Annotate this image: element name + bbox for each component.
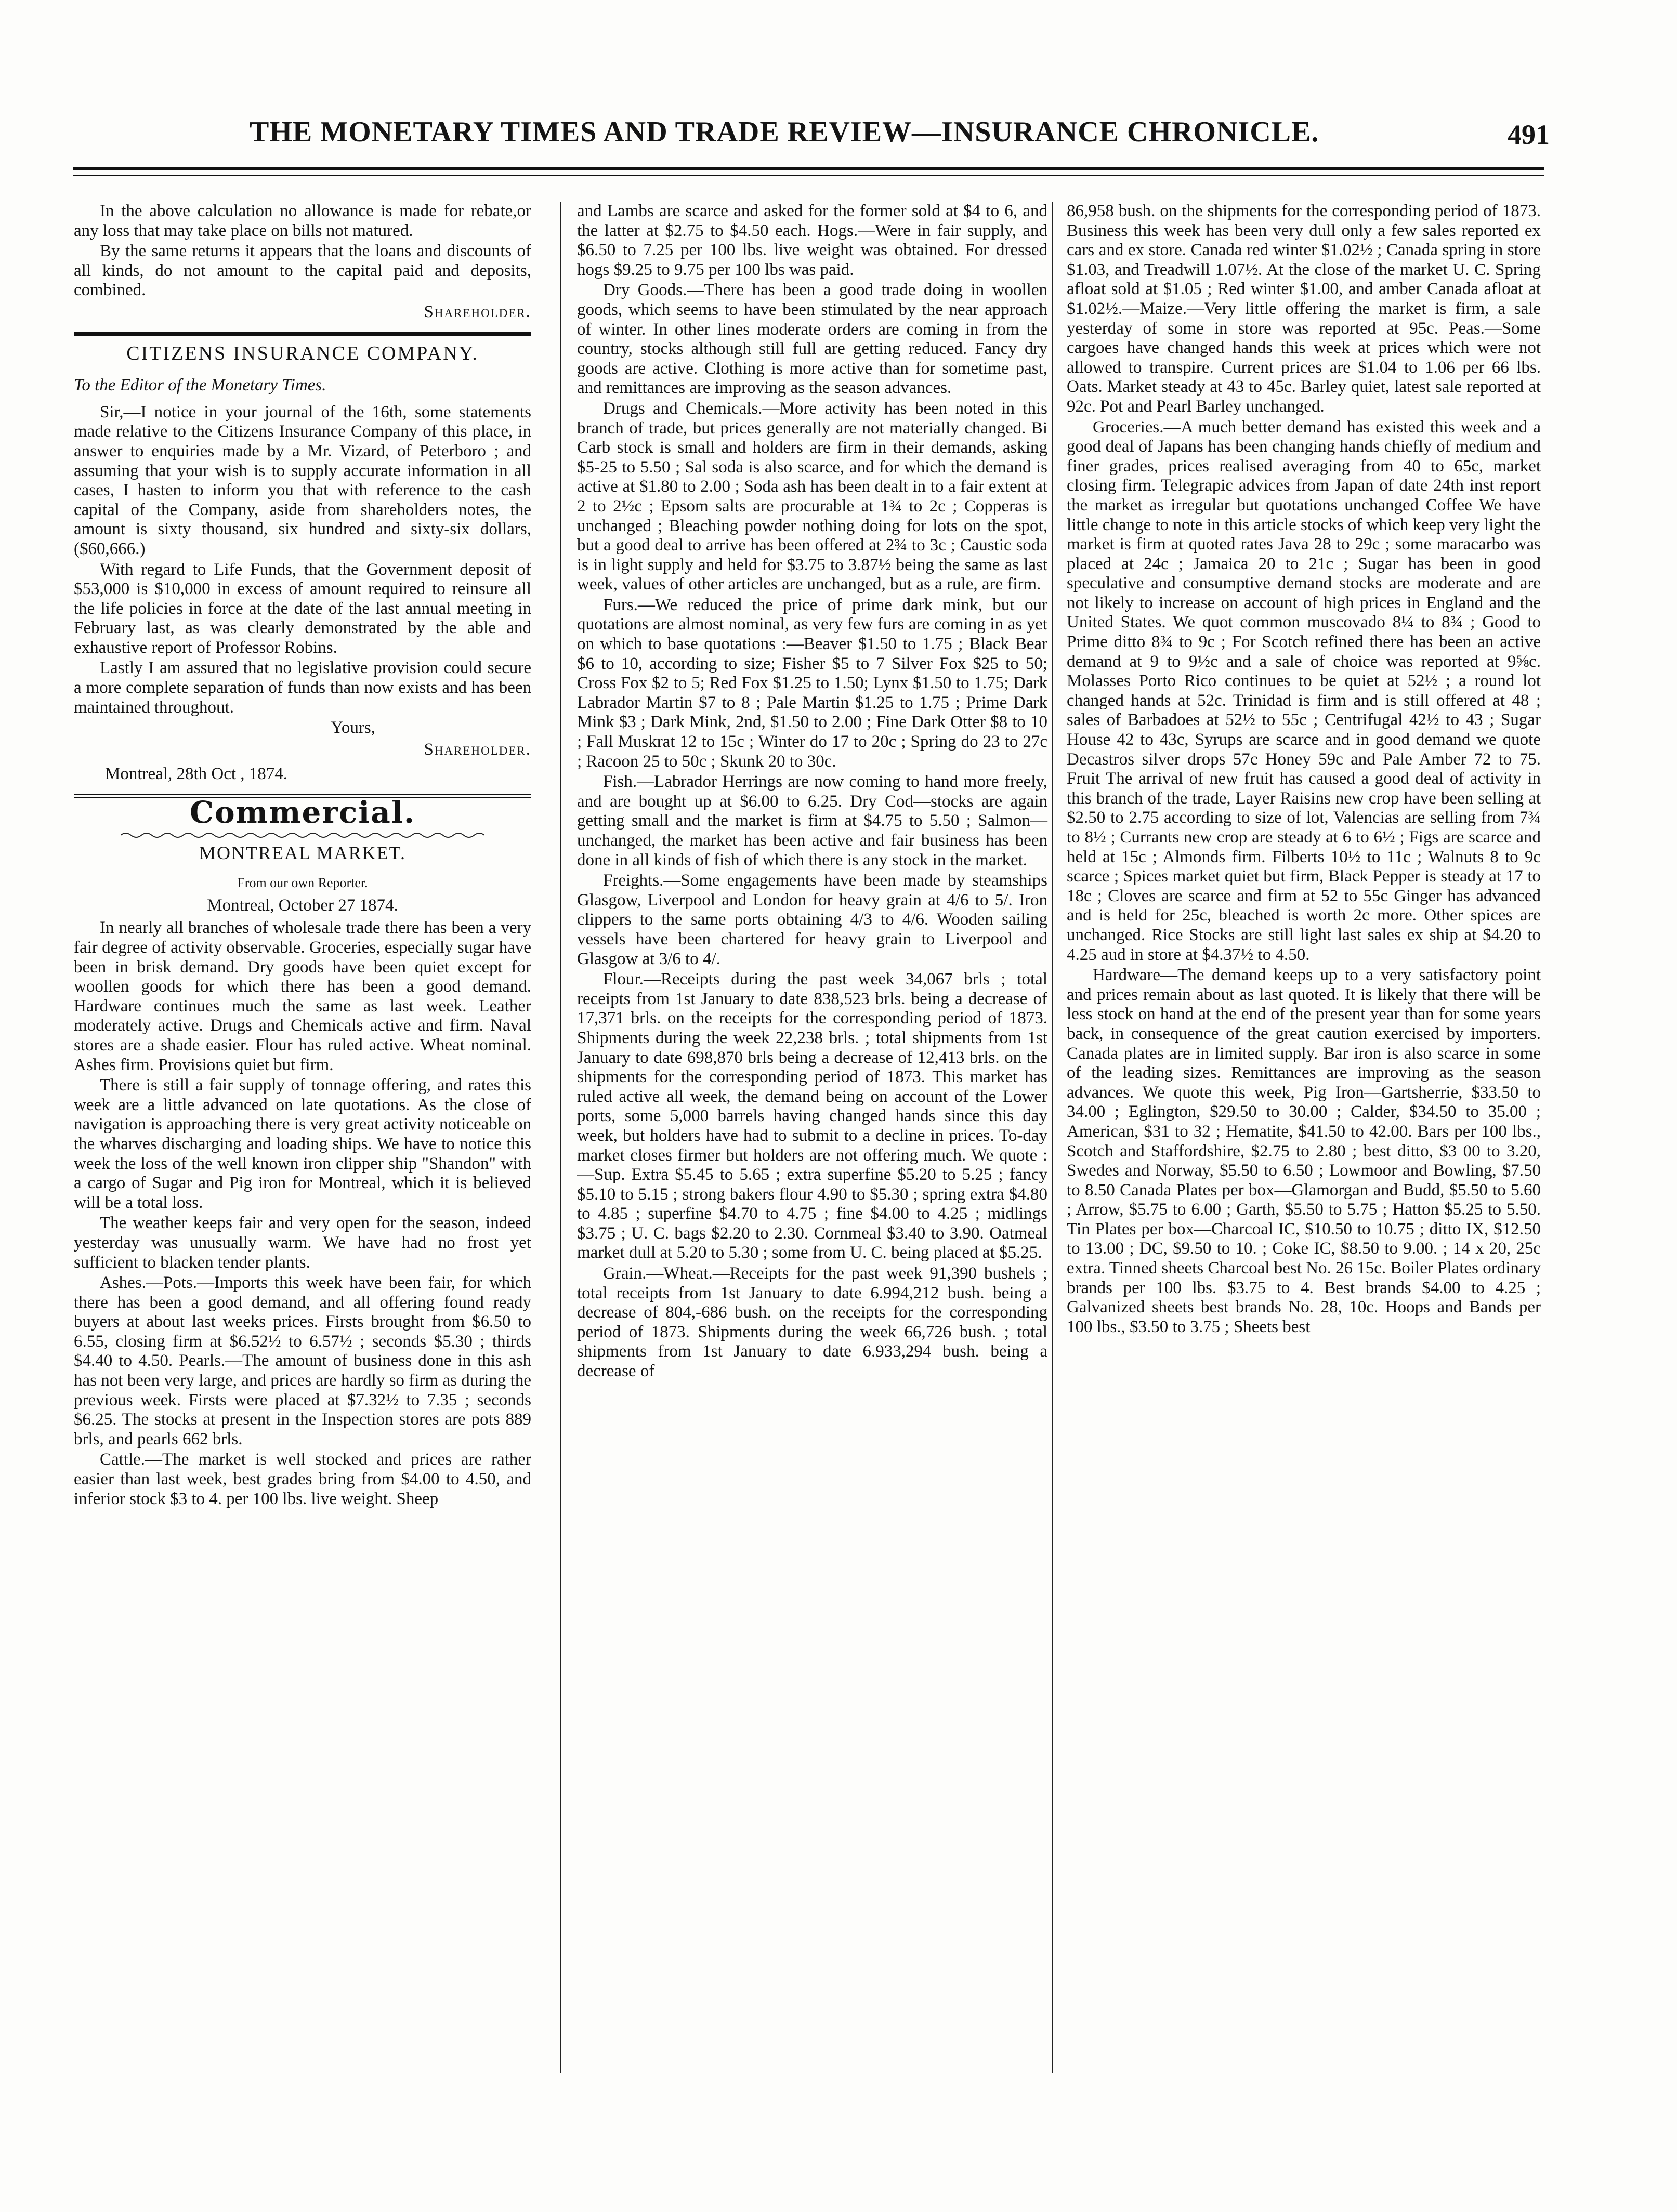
montreal-market-heading: MONTREAL MARKET. <box>199 842 406 863</box>
hardware-paragraph: Hardware—The demand keeps up to a very satisfactory point and prices remain about as last quoted. It is likely that there will be less stock on hand at the end of the present year than for some years back, in consequence of the great caution exercised by importers. Canada plates are in limited supply. Bar iron is also scarce in some of the leading sizes. Remittances are improving as the season advances. We quote this week, Pig Iron—Gartsherrie, $33.50 to 34.00 ; Eglington, $29.50 to 30.00 ; Calder, $34.50 to 35.00 ; American, $31 to 32 ; Hematite, $41.50 to 42.00. Bars per 100 lbs., Scotch and Staffordshire, $2.75 to 2.80 ; best ditto, $3 00 to 3.20, Swedes and Norway, $5.50 to 6.50 ; Lowmoor and Bowling, $7.50 to 8.50 Canada Plates per box—Glamorgan and Budd, $5.50 to 5.60 ; Arrow, $5.75 to 6.00 ; Garth, $5.50 to 5.75 ; Hatton $5.25 to 5.50. Tin Plates per box—Charcoal IC, $10.50 to 10.75 ; ditto IX, $12.50 to 13.00 ; DC, $9.50 to 10. ; Coke IC, $8.50 to 9.00. ; 14 x 20, 25c extra. Tinned sheets Charcoal best No. 26 15c. Boiler Plates ordinary brands per 100 lbs. $3.75 to 4. Best brands $4.00 to 4.25 ; Galvanized sheets best brands No. 28, 10c. Hoops and Bands per 100 lbs., $3.50 to 3.75 ; Sheets best <box>1067 966 1541 1336</box>
signature-shareholder-2: Shareholder. <box>424 740 531 759</box>
groceries-paragraph: Groceries.—A much better demand has existed this week and a good deal of Japans has been changing hands chiefly of medium and finer grades, prices realised averaging from 40 to 65c, market closing firm. Telegrapic advices from Japan of date 24th inst report the market as irregular but quotations unchanged Coffee We have little change to note in this article stocks of which keep very light the market is firm at quoted rates Java 28 to 29c ; some maracarbo was placed at 24c ; Jamaica 20 to 21c ; Sugar has been in good speculative and consumptive demand stocks are moderate and are not likely to increase on account of high prices in England and the United States. We quot common muscovado 8¼ to 8¾ ; Good to Prime ditto 8¾ to 9c ; For Scotch refined there has been an active demand at 9 to 9½c and a sale of choice was reported at 9⅝c. Molasses Porto Rico continues to be quiet at 52½ ; a round lot changed hands at 52c. Trinidad is firm and is still offered at 48 ; sales of Barbadoes at 52½ to 55c ; Centrifugal 42½ to 43 ; Sugar House 42 to 43c, Syrups are scarce and in good demand we quote Decastros silver drops 57c Honey 59c and Pale Amber 72 to 75. Fruit The arrival of new fruit has caused a good deal of activity in this branch of the trade, Layer Raisins new crop have been selling at $2.50 to 2.75 according to size of lot, Valencias are selling from 7¾ to 8½ ; Currants new crop are steady at 6 to 6½ ; Figs are scarce and held at 15c ; Almonds firm. Filberts 10½ to 11c ; Walnuts 8 to 9c scarce ; Spices market quiet but firm, Black Pepper is steady at 17 to 18c ; Cloves are scarce and firm at 52 to 55c Ginger has advanced and is held for 25c, bleached is worth 2c more. Other spices are unchanged. Rice Stocks are still light last sales ex ship at $4.20 to 4.25 aud in store at $4.37½ to 4.50. <box>1067 417 1541 964</box>
column-1 <box>74 202 531 2182</box>
market-paragraph-1: In nearly all branches of wholesale trade there has been a very fair degree of activity observable. Groceries, especially sugar have been in brisk demand. Dry goods have been quiet except for woollen goods for which there has been a good demand. Hardware continues much the same as last week. Leather moderately active. Drugs and Chemicals active and firm. Naval stores are a shade easier. Flour has ruled active. Wheat nominal. Ashes firm. Provisions quiet but firm. <box>74 918 531 1074</box>
market-paragraph-2: There is still a fair supply of tonnage offering, and rates this week are a little advanced on late quotations. As the close of navigation is approaching there is very great activity noticeable on the wharves discharging and loading ships. We have to notice this week the loss of the well known iron clipper ship "Shandon" with a cargo of Sugar and Pig iron for Montreal, which it is believed will be a total loss. <box>74 1076 531 1212</box>
letter-paragraph-1: Sir,—I notice in your journal of the 16th, some statements made relative to the Citizens Insurance Company of this place, in answer to enquiries made by a Mr. Vizard, of Peterboro ; and assuming that your wish is to supply accurate information in all cases, I hasten to inform you that with reference to the cash capital of the Company, aside from shareholders notes, the amount is sixty thousand, six hundred and sixty-six dollars, ($60,666.) <box>74 402 531 558</box>
paragraph-calculation: In the above calculation no allowance is made for rebate,or any loss that may take place on bills not matured. <box>74 202 531 240</box>
editor-salutation: To the Editor of the Monetary Times. <box>74 376 326 395</box>
market-paragraph-3: The weather keeps fair and very open for the season, indeed yesterday was unusually warm. We have had no frost yet sufficient to blacken tender plants. <box>74 1214 531 1272</box>
ashes-paragraph: Ashes.—Pots.—Imports this week have been fair, for which there has been a good demand, and all offering found ready buyers at about last weeks prices. Firsts brought from $6.50 to 6.55, closing firm at $6.52½ to 6.57½ ; seconds $5.30 ; thirds $4.40 to 4.50. Pearls.—The amount of business done in this ash has not been very large, and prices are hardly so firm as during the previous week. Firsts were placed at $7.32½ to 7.35 ; seconds $6.25. The stocks at present in the Inspection stores are pots 889 brls, and pearls 662 brls. <box>74 1273 531 1449</box>
letter-closing: Yours, <box>331 718 375 738</box>
section-divider <box>74 332 531 336</box>
fish-paragraph: Fish.—Labrador Herrings are now coming to hand more freely, and are bought up at $6.00 to 6.25. Dry Cod—stocks are again getting small and the market is firm at $4.75 to 5.50 ; Salmon—unchanged, the market has been active and fair business has been done in all kinds of fish of which there is any stock in the market. <box>577 772 1047 870</box>
citizens-insurance-heading: CITIZENS INSURANCE COMPANY. <box>126 342 479 364</box>
signature-shareholder: Shareholder. <box>424 302 531 321</box>
dry-goods-paragraph: Dry Goods.—There has been a good trade doing in woollen goods, which seems to have been stimulated by the near approach of winter. In other lines moderate orders are coming in from the country, stocks although still full are getting reduced. Fancy dry goods are active. Clothing is more active than for sometime past, and remittances are improving as the season advances. <box>577 281 1047 398</box>
flour-paragraph: Flour.—Receipts during the past week 34,067 brls ; total receipts from 1st January to date 838,523 brls. being a decrease of 17,371 brls. on the receipts for the corresponding period of 1873. Shipments during the week 22,238 brls. ; total shipments from 1st January to date 698,870 brls being a decrease of 12,413 brls. on the shipments for the corresponding period of 1873. This market has ruled active all week, the demand being on account of the Lower ports, some 5,000 barrels having changed hands since this day week, but holders have had to submit to a decline in prices. To-day market closes firmer but holders are not offering much. We quote :—Sup. Extra $5.45 to 5.65 ; extra superfine $5.20 to 5.25 ; fancy $5.10 to 5.15 ; strong bakers flour 4.90 to $5.30 ; spring extra $4.80 to 4.85 ; superfine $4.70 to 4.75 ; fine $4.00 to 4.25 ; midlings $3.75 ; U. C. bags $2.20 to 2.30. Cornmeal $3.40 to 3.90. Oatmeal market dull at 5.20 to 5.30 ; some from U. C. being placed at $5.25. <box>577 970 1047 1262</box>
decorative-wavy-rule <box>74 825 531 834</box>
market-dateline: Montreal, October 27 1874. <box>207 896 398 915</box>
letter-paragraph-2: With regard to Life Funds, that the Government deposit of $53,000 is $10,000 in excess of amount required to reinsure all the life policies in force at the date of the last annual meeting in February last, as was clearly demonstrated by the able and exhaustive report of Professor Robins. <box>74 560 531 657</box>
lambs-hogs-paragraph: and Lambs are scarce and asked for the former sold at $4 to 6, and the latter at $2.75 to $4.50 each. Hogs.—Were in fair supply, and $6.50 to 7.25 per 100 lbs. live weight was obtained. For dressed hogs $9.25 to 9.75 per 100 lbs was paid. <box>577 202 1047 279</box>
letter-place-date: Montreal, 28th Oct , 1874. <box>105 765 288 784</box>
letter-paragraph-3: Lastly I am assured that no legislative provision could secure a more complete separation of funds than now exists and has been maintained throughout. <box>74 659 531 717</box>
furs-paragraph: Furs.—We reduced the price of prime dark mink, but our quotations are almost nominal, as very few furs are coming in as yet on which to base quotations :—Beaver $1.50 to 1.75 ; Black Bear $6 to 10, according to size; Fisher $5 to 7 Silver Fox $25 to 50; Cross Fox $2 to 5; Red Fox $1.25 to 1.50; Lynx $1.50 to 1.75; Dark Labrador Martin $7 to 8 ; Pale Martin $1.25 to 1.75 ; Prime Dark Mink $3 ; Dark Mink, 2nd, $1.50 to 2.00 ; Fine Dark Otter $8 to 10 ; Fall Muskrat 12 to 15c ; Winter do 17 to 20c ; Spring do 23 to 27c ; Racoon 25 to 50c ; Skunk 20 to 30c. <box>577 595 1047 771</box>
drugs-chemicals-paragraph: Drugs and Chemicals.—More activity has been noted in this branch of trade, but prices generally are not materially changed. Bi Carb stock is small and holders are firm in their demands, asking $5-25 to 5.50 ; Sal soda is also scarce, and for which the demand is active at $1.80 to 2.00 ; Soda ash has been dealt in to a fair extent at 2 to 2½c ; Epsom salts are procurable at 1¾ to 2c ; Copperas is unchanged ; Bleaching powder nothing doing for lots on the spot, but a good deal to arrive has been offered at 2¾ to 3c ; Caustic soda is in light supply and held for $3.75 to 3.87½ being the same as last week, values of other articles are unchanged, but as a rule, are firm. <box>577 399 1047 594</box>
column-2 <box>577 202 1047 2182</box>
reporter-byline: From our own Reporter. <box>237 875 368 891</box>
page-number: 491 <box>1508 119 1550 150</box>
paragraph-returns: By the same returns it appears that the loans and discounts of all kinds, do not amount to the capital paid and deposits, combined. <box>74 242 531 300</box>
column-divider-1 <box>560 202 561 2073</box>
header-rule-thick <box>73 167 1544 170</box>
freights-paragraph: Freights.—Some engagements have been made by steamships Glasgow, Liverpool and London for heavy grain at 4/6 to 5/. Iron clippers to the same ports obtaining 4/3 to 4/6. Wooden sailing vessels have been chartered for heavy grain to Liverpool and Glasgow at 3/6 to 4/. <box>577 871 1047 968</box>
page-header-title: THE MONETARY TIMES AND TRADE REVIEW—INSURANCE CHRONICLE. <box>250 116 1319 148</box>
grain-continued-paragraph: 86,958 bush. on the shipments for the corresponding period of 1873. Business this week has been very dull only a few sales reported ex cars and ex store. Canada red winter $1.02½ ; Canada spring in store $1.03, and Treadwill 1.07½. At the close of the market U. C. Spring afloat sold at $1.05 ; Red winter $1.00, and amber Canada afloat at $1.02½.—Maize.—Very little offering the market is firm, a sale yesterday of some in store was reported at 95c. Peas.—Some cargoes have changed hands this week at prices which were not allowed to transpire. Current prices are $1.04 to 1.06 per 66 lbs. Oats. Market steady at 43 to 45c. Barley quiet, latest sale reported at 92c. Pot and Pearl Barley unchanged. <box>1067 202 1541 416</box>
cattle-paragraph: Cattle.—The market is well stocked and prices are rather easier than last week, best grades bring from $4.00 to 4.50, and inferior stock $3 to 4. per 100 lbs. live weight. Sheep <box>74 1450 531 1508</box>
grain-wheat-paragraph: Grain.—Wheat.—Receipts for the past week 91,390 bushels ; total receipts from 1st January to date 6.994,212 bush. being a decrease of 804,-686 bush. on the receipts for the corresponding period of 1873. Shipments during the week 66,726 bush. ; total shipments from 1st January to date 6.933,294 bush. being a decrease of <box>577 1264 1047 1381</box>
column-3 <box>1067 202 1541 2182</box>
column-divider-2 <box>1052 202 1053 2073</box>
header-rule-thin <box>73 175 1544 176</box>
commercial-heading: Commercial. <box>189 795 416 831</box>
